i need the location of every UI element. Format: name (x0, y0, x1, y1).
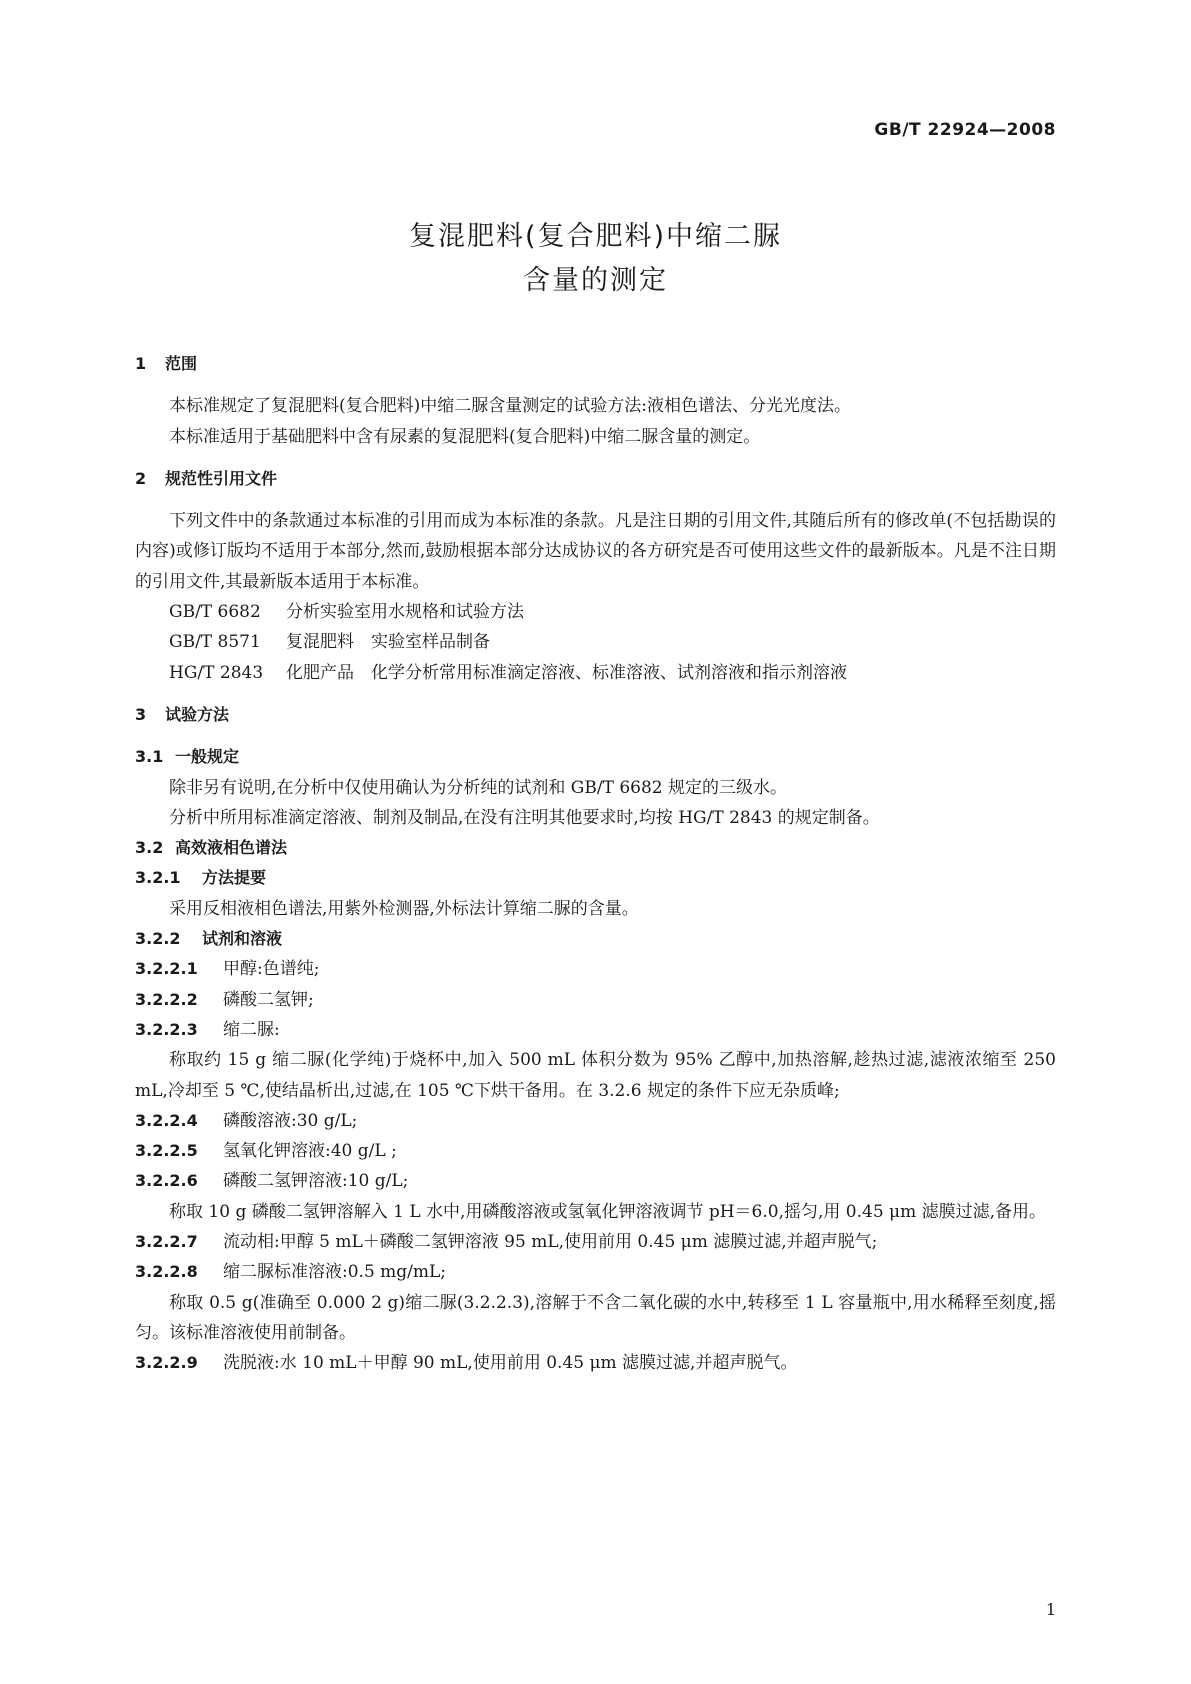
section-3-1-paragraph-2: 分析中所用标准滴定溶液、制剂及制品,在没有注明其他要求时,均按 HG/T 2843 的规定制备。 (169, 807, 880, 828)
reference-item: HG/T 2843 化肥产品 化学分析常用标准滴定溶液、标准溶液、试剂溶液和指示剂溶液 (169, 662, 847, 683)
reagent-item: 3.2.2.1 甲醇:色谱纯; (135, 959, 320, 980)
kh2po4-preparation-paragraph: 称取 10 g 磷酸二氢钾溶解入 1 L 水中,用磷酸溶液或氢氧化钾溶液调节 pH＝6.0,摇匀,用 0.45 μm 滤膜过滤,备用。 (169, 1201, 1047, 1222)
section-2-paragraph: 下列文件中的条款通过本标准的引用而成为本标准的条款。凡是注日期的引用文件,其随后所有的修改单(不包括勘误的内容)或修订版均不适用于本部分,然而,鼓励根据本部分达成协议的各方研究是否可使用这些文件的最新版本。凡是不注日期的引用文件,其最新版本适用于本标准。 (135, 511, 1056, 592)
reagent-item: 3.2.2.6 磷酸二氢钾溶液:10 g/L; (135, 1171, 409, 1192)
reagent-item: 3.2.2.7 流动相:甲醇 5 mL＋磷酸二氢钾溶液 95 mL,使用前用 0.45 μm 滤膜过滤,并超声脱气; (135, 1232, 878, 1253)
section-3-1-heading: 3.1 一般规定 (135, 747, 240, 767)
document-body (135, 349, 1056, 1379)
biuret-preparation-paragraph: 称取约 15 g 缩二脲(化学纯)于烧杯中,加入 500 mL 体积分数为 95% 乙醇中,加热溶解,趁热过滤,滤液浓缩至 250 mL,冷却至 5 ℃,使结晶析出,过滤,在 105 ℃下烘干备用。在 3.2.6 规定的条件下应无杂质峰; (135, 1050, 1056, 1101)
reagent-item: 3.2.2.5 氢氧化钾溶液:40 g/L ; (135, 1141, 397, 1162)
page-number: 1 (1045, 1600, 1056, 1619)
reagent-item: 3.2.2.4 磷酸溶液:30 g/L; (135, 1110, 358, 1131)
reagent-item: 3.2.2.2 磷酸二氢钾; (135, 989, 314, 1010)
document-title-line1: 复混肥料(复合肥料)中缩二脲 (408, 221, 783, 252)
reagent-item: 3.2.2.9 洗脱液:水 10 mL＋甲醇 90 mL,使用前用 0.45 μm 滤膜过滤,并超声脱气。 (135, 1353, 798, 1374)
standard-solution-paragraph: 称取 0.5 g(准确至 0.000 2 g)缩二脲(3.2.2.3),溶解于不含二氧化碳的水中,转移至 1 L 容量瓶中,用水稀释至刻度,摇匀。该标准溶液使用前制备。 (135, 1292, 1056, 1343)
section-1-heading: 1 范围 (135, 354, 198, 373)
section-3-2-heading: 3.2 高效液相色谱法 (135, 838, 288, 858)
document-title-line2: 含量的测定 (523, 265, 668, 296)
reference-item: GB/T 6682 分析实验室用水规格和试验方法 (169, 602, 524, 623)
section-1-paragraph-1: 本标准规定了复混肥料(复合肥料)中缩二脲含量测定的试验方法:液相色谱法、分光光度法。 (169, 396, 851, 417)
section-2-heading: 2 规范性引用文件 (135, 468, 278, 488)
section-3-2-1-paragraph: 采用反相液相色谱法,用紫外检测器,外标法计算缩二脲的含量。 (169, 898, 639, 919)
reference-item: GB/T 8571 复混肥料 实验室样品制备 (169, 632, 490, 653)
section-3-heading: 3 试验方法 (135, 704, 230, 724)
section-3-1-paragraph-1: 除非另有说明,在分析中仅使用确认为分析纯的试剂和 GB/T 6682 规定的三级水。 (169, 777, 788, 798)
section-3-2-2-heading: 3.2.2 试剂和溶液 (135, 929, 283, 949)
reagent-item: 3.2.2.3 缩二脲: (135, 1019, 280, 1040)
reagent-item: 3.2.2.8 缩二脲标准溶液:0.5 mg/mL; (135, 1262, 447, 1283)
section-1-paragraph-2: 本标准适用于基础肥料中含有尿素的复混肥料(复合肥料)中缩二脲含量的测定。 (169, 426, 761, 447)
section-3-2-1-heading: 3.2.1 方法提要 (135, 868, 267, 888)
standard-number: GB/T 22924—2008 (874, 120, 1056, 140)
